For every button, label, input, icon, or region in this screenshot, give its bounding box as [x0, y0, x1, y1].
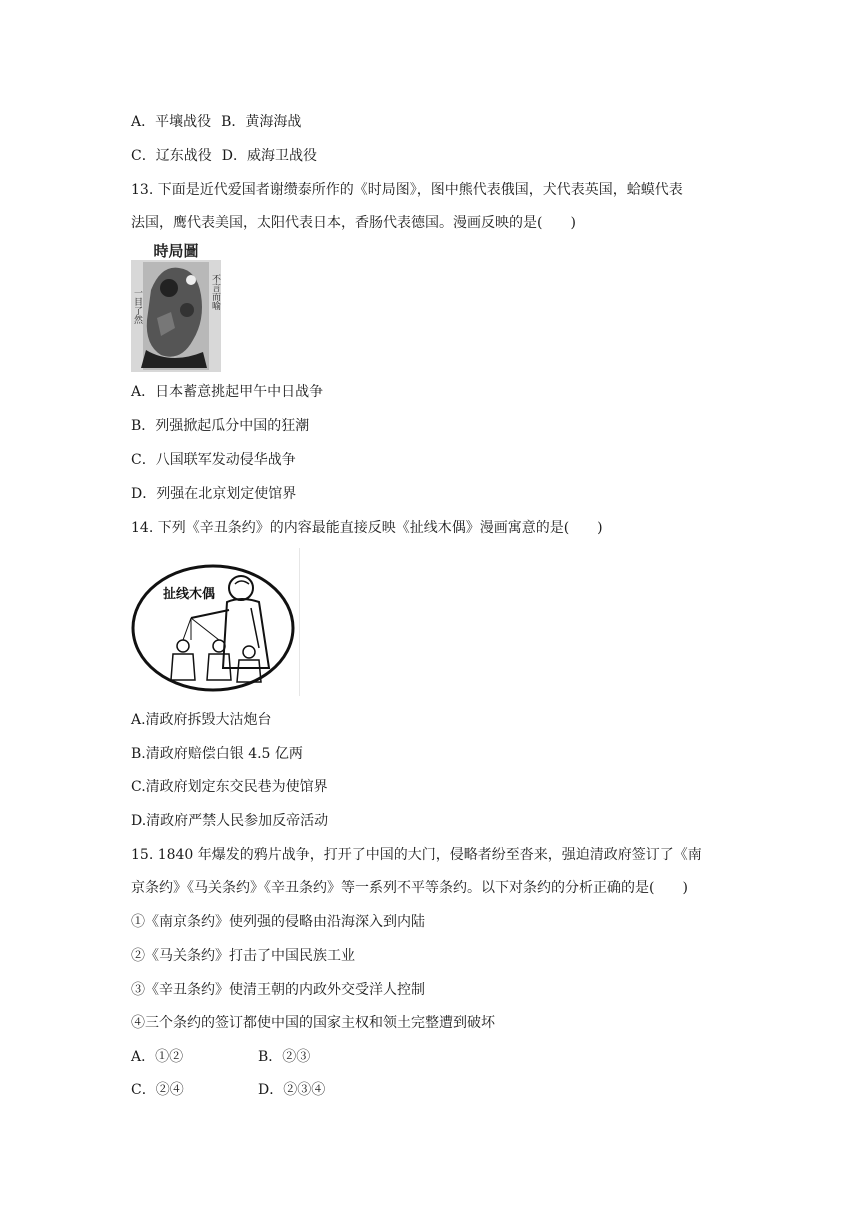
shijutu-title: 時局圖	[153, 242, 199, 260]
q15-option-b: B．②③	[258, 1049, 311, 1065]
q14-stem: 14. 下列《辛丑条约》的内容最能直接反映《扯线木偶》漫画寓意的是( )	[131, 520, 603, 536]
q15-statement-4: ④三个条约的签订都使中国的国家主权和领土完整遭到破坏	[131, 1015, 495, 1031]
q15-statement-1: ①《南京条约》使列强的侵略由沿海深入到内陆	[131, 914, 425, 930]
q15-stem-line-1: 15. 1840 年爆发的鸦片战争，打开了中国的大门，侵略者纷至沓来，强迫清政府签订了《南	[131, 847, 702, 863]
shijutu-left-text: 一目了然	[132, 288, 142, 324]
q13-stem-line-2: 法国，鹰代表美国，太阳代表日本，香肠代表德国。漫画反映的是( )	[131, 215, 576, 231]
puppet-cartoon-image	[131, 548, 300, 696]
q12-option-c: C．辽东战役	[131, 148, 212, 164]
q14-option-a: A.清政府拆毁大沽炮台	[131, 712, 272, 728]
q14-option-b: B.清政府赔偿白银 4.5 亿两	[131, 746, 303, 762]
q14-option-d: D.清政府严禁人民参加反帝活动	[131, 813, 329, 829]
q15-option-a: A．①②	[131, 1049, 184, 1065]
shijutu-right-text: 不言而喻	[210, 274, 220, 310]
q12-option-b: B．黄海海战	[221, 114, 302, 130]
q15-option-row-1	[131, 1047, 310, 1067]
q15-option-c: C．②④	[131, 1082, 184, 1098]
q12-option-row-1	[131, 112, 301, 132]
q15-statement-3: ③《辛丑条约》使清王朝的内政外交受洋人控制	[131, 982, 425, 998]
q14-option-c: C.清政府划定东交民巷为使馆界	[131, 779, 328, 795]
q12-option-d: D．威海卫战役	[221, 148, 317, 164]
q13-option-d: D．列强在北京划定使馆界	[131, 486, 297, 502]
q15-option-d: D．②③④	[258, 1082, 326, 1098]
q13-stem-line-1: 13. 下面是近代爱国者谢缵泰所作的《时局图》，图中熊代表俄国，犬代表英国，蛤蟆代表	[131, 182, 683, 198]
shijutu-cartoon-image	[131, 240, 221, 372]
q13-option-c: C．八国联军发动侵华战争	[131, 452, 296, 468]
q15-statement-2: ②《马关条约》打击了中国民族工业	[131, 948, 355, 964]
q13-option-b: B．列强掀起瓜分中国的狂潮	[131, 418, 310, 434]
q13-option-a: A．日本蓄意挑起甲午中日战争	[131, 384, 324, 400]
q15-option-row-2	[131, 1080, 325, 1100]
q15-stem-line-2: 京条约》《马关条约》《辛丑条约》等一系列不平等条约。以下对条约的分析正确的是( )	[131, 880, 688, 896]
q12-option-row-2	[131, 146, 317, 166]
q12-option-a: A．平壤战役	[131, 114, 212, 130]
puppet-cartoon-title: 扯线木偶	[162, 587, 216, 602]
